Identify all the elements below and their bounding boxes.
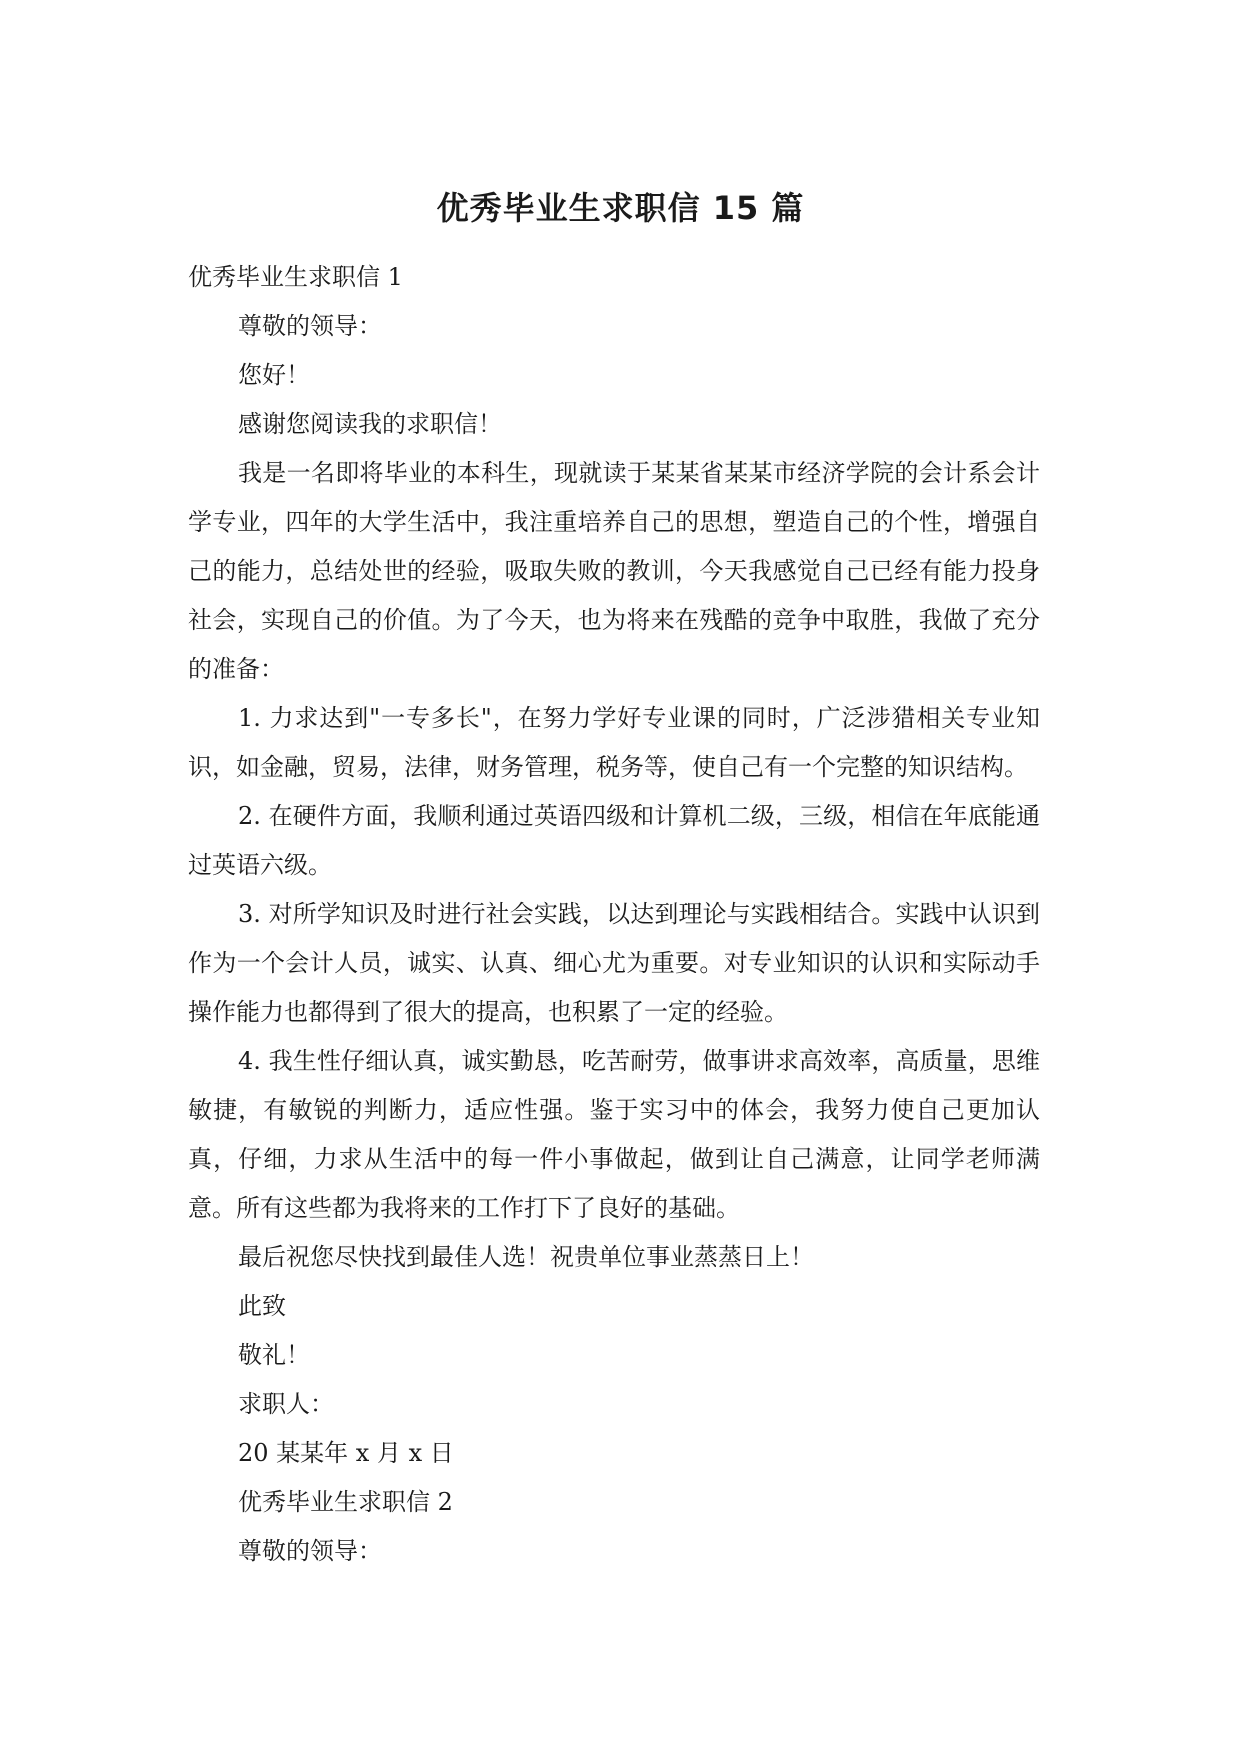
closing-jingli: 敬礼！ — [238, 1341, 310, 1369]
point-3-paragraph: 3. 对所学知识及时进行社会实践，以达到理论与实践相结合。实践中认识到作为一个会计人员，诚实、认真、细心尤为重要。对专业知识的认识和实际动手操作能力也都得到了很大的提高，也积累了一定的经验。 — [188, 900, 1040, 1026]
point-4-paragraph: 4. 我生性仔细认真，诚实勤恳，吃苦耐劳，做事讲求高效率，高质量，思维敏捷，有敏锐的判断力，适应性强。鉴于实习中的体会，我努力使自己更加认真，仔细，力求从生活中的每一件小事做起，做到让自己满意，让同学老师满意。所有这些都为我将来的工作打下了良好的基础。 — [188, 1047, 1040, 1222]
greeting: 您好！ — [238, 361, 310, 389]
thanks-line: 感谢您阅读我的求职信！ — [238, 410, 502, 438]
date-line: 20 某某年 x 月 x 日 — [238, 1439, 454, 1467]
document-body — [188, 253, 1040, 1576]
document-title: 优秀毕业生求职信 15 篇 — [436, 189, 805, 227]
salutation-2: 尊敬的领导： — [238, 1537, 382, 1565]
point-1-paragraph: 1. 力求达到"一专多长"，在努力学好专业课的同时，广泛涉猎相关专业知识，如金融，贸易，法律，财务管理，税务等，使自己有一个完整的知识结构。 — [188, 704, 1040, 781]
section-heading-2: 优秀毕业生求职信 2 — [238, 1488, 453, 1516]
signature-line: 求职人： — [238, 1390, 334, 1418]
section-heading-1: 优秀毕业生求职信 1 — [188, 263, 403, 291]
point-2-paragraph: 2. 在硬件方面，我顺利通过英语四级和计算机二级，三级，相信在年底能通过英语六级。 — [188, 802, 1040, 879]
salutation: 尊敬的领导： — [238, 312, 382, 340]
closing-wish: 最后祝您尽快找到最佳人选！祝贵单位事业蒸蒸日上！ — [238, 1243, 814, 1271]
closing-cizhi: 此致 — [238, 1292, 286, 1320]
intro-paragraph: 我是一名即将毕业的本科生，现就读于某某省某某市经济学院的会计系会计学专业，四年的大学生活中，我注重培养自己的思想，塑造自己的个性，增强自己的能力，总结处世的经验，吸取失败的教训，今天我感觉自己已经有能力投身社会，实现自己的价值。为了今天，也为将来在残酷的竞争中取胜，我做了充分的准备： — [188, 459, 1040, 683]
